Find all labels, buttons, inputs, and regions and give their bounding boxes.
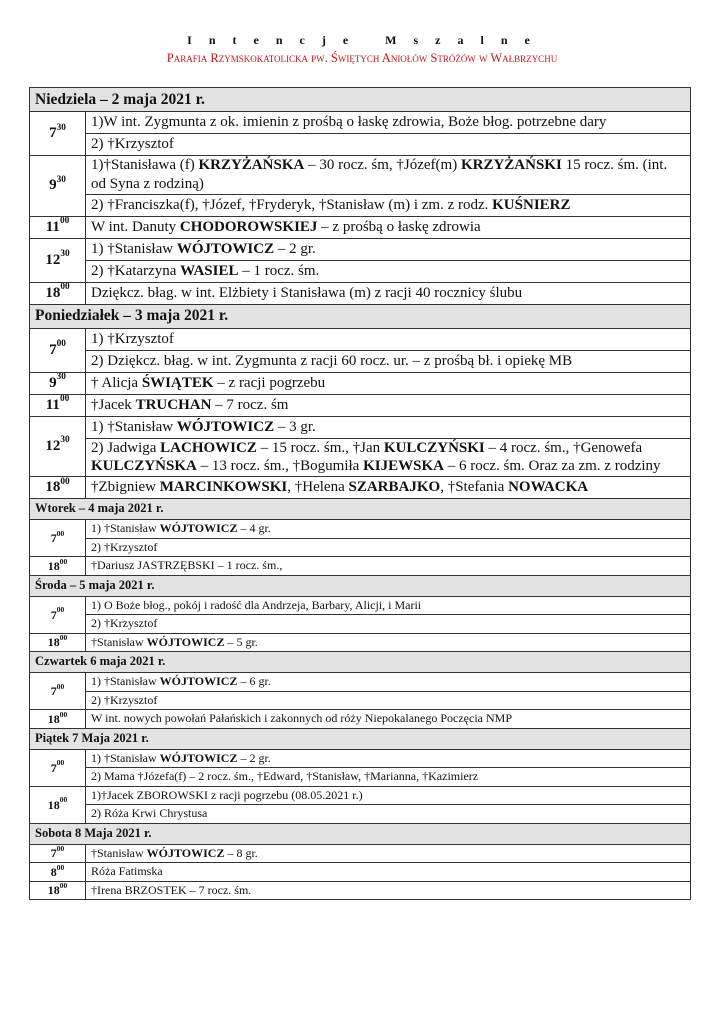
intention-segment: 2) †Krzysztof bbox=[91, 539, 158, 554]
intention-row bbox=[30, 768, 691, 787]
mass-time bbox=[30, 633, 86, 652]
intention-segment: 2) Róża Krwi Chrystusa bbox=[91, 806, 208, 821]
mass-minute: 00 bbox=[56, 528, 65, 538]
intention-row bbox=[30, 520, 691, 539]
mass-hour: 11 bbox=[45, 218, 60, 235]
intention-text bbox=[86, 328, 691, 350]
intention-segment: – 3 gr. bbox=[274, 418, 316, 435]
day-header-row bbox=[30, 728, 691, 749]
intention-segment: – 2 gr. bbox=[274, 240, 316, 257]
intention-segment: – 7 rocz. śm bbox=[211, 396, 289, 413]
intention-text bbox=[86, 768, 691, 787]
mass-time bbox=[30, 844, 86, 863]
mass-time bbox=[30, 282, 86, 304]
mass-minute: 30 bbox=[56, 122, 66, 133]
mass-hour: 12 bbox=[45, 437, 61, 454]
mass-time bbox=[30, 749, 86, 786]
mass-time bbox=[30, 156, 86, 217]
surname: WÓJTOWICZ bbox=[146, 634, 225, 649]
intention-text bbox=[86, 596, 691, 615]
mass-hour: 7 bbox=[49, 125, 57, 142]
mass-time bbox=[30, 786, 86, 823]
surname: WASIEL bbox=[180, 262, 239, 279]
mass-time bbox=[30, 477, 86, 499]
intention-segment: 2) †Katarzyna bbox=[91, 262, 181, 279]
mass-minute: 00 bbox=[56, 758, 65, 768]
mass-minute: 00 bbox=[56, 605, 65, 615]
intention-segment: 15 rocz. śm. (int. od Syna z rodziną) bbox=[91, 157, 668, 192]
mass-minute: 00 bbox=[59, 881, 68, 891]
intention-segment: 1) †Krzysztof bbox=[91, 330, 174, 347]
intention-row bbox=[30, 881, 691, 900]
intention-text bbox=[86, 538, 691, 557]
day-header: Czwartek 6 maja 2021 r. bbox=[30, 652, 691, 673]
intention-text bbox=[86, 216, 691, 238]
day-header: Poniedziałek – 3 maja 2021 r. bbox=[30, 304, 691, 328]
mass-minute: 00 bbox=[56, 844, 65, 854]
intention-row bbox=[30, 710, 691, 729]
intention-segment: 1) †Stanisław bbox=[91, 418, 177, 435]
mass-minute: 30 bbox=[56, 372, 66, 383]
intention-text bbox=[86, 194, 691, 216]
surname: SZARBAJKO bbox=[348, 479, 441, 496]
intention-row bbox=[30, 691, 691, 710]
day-header: Piątek 7 Maja 2021 r. bbox=[30, 728, 691, 749]
intention-segment: 1)†Jacek ZBOROWSKI z racji pogrzebu (08.05.2021 r.) bbox=[91, 787, 363, 802]
intention-segment: 2) †Krzysztof bbox=[91, 136, 174, 153]
intention-segment: W int. nowych powołań Pałańskich i zakonnych od róży Niepokalanego Poczęcia NMP bbox=[91, 711, 513, 726]
intention-text bbox=[86, 557, 691, 576]
intention-text bbox=[86, 282, 691, 304]
surname: WÓJTOWICZ bbox=[176, 418, 275, 435]
intention-segment: 1) †Stanisław bbox=[91, 750, 160, 765]
intention-text bbox=[86, 477, 691, 499]
surname: WÓJTOWICZ bbox=[159, 674, 238, 689]
intention-segment: †Irena BRZOSTEK – 7 rocz. śm. bbox=[91, 882, 252, 897]
intention-text bbox=[86, 710, 691, 729]
mass-hour: 18 bbox=[47, 883, 60, 898]
intention-segment: †Zbigniew bbox=[91, 479, 160, 496]
intention-segment: , †Helena bbox=[287, 479, 349, 496]
mass-minute: 00 bbox=[59, 709, 68, 719]
intention-segment: – 2 gr. bbox=[237, 750, 271, 765]
mass-hour: 18 bbox=[47, 797, 60, 812]
intention-text bbox=[86, 673, 691, 692]
intention-row bbox=[30, 786, 691, 805]
mass-hour: 18 bbox=[45, 284, 61, 301]
intention-row bbox=[30, 615, 691, 634]
intention-row bbox=[30, 238, 691, 260]
mass-minute: 00 bbox=[56, 339, 66, 350]
mass-time bbox=[30, 596, 86, 633]
intention-text bbox=[86, 633, 691, 652]
intention-text bbox=[86, 844, 691, 863]
intention-text bbox=[86, 350, 691, 372]
mass-time bbox=[30, 112, 86, 156]
intention-segment: – z racji pogrzebu bbox=[213, 374, 326, 391]
surname: WÓJTOWICZ bbox=[176, 240, 275, 257]
intention-row bbox=[30, 260, 691, 282]
intention-segment: 1) †Stanisław bbox=[91, 674, 160, 689]
intention-text bbox=[86, 881, 691, 900]
surname: KULCZYŃSKA bbox=[91, 458, 197, 475]
intention-segment: † Alicja bbox=[91, 374, 142, 391]
surname: KUŚNIERZ bbox=[492, 196, 571, 213]
day-header-row bbox=[30, 499, 691, 520]
intention-segment: – 13 rocz. śm., †Bogumiła bbox=[196, 458, 364, 475]
intention-segment: 1)†Stanisława (f) bbox=[91, 157, 199, 173]
mass-hour: 18 bbox=[45, 479, 61, 496]
mass-minute: 00 bbox=[56, 862, 65, 872]
intention-row bbox=[30, 673, 691, 692]
intention-text bbox=[86, 394, 691, 416]
mass-minute: 00 bbox=[59, 216, 70, 227]
mass-time bbox=[30, 557, 86, 576]
intention-segment: W int. Danuty bbox=[91, 218, 180, 235]
intention-segment: 1) O Boże błog., pokój i radość dla Andrzeja, Barbary, Alicji, i Marii bbox=[91, 597, 422, 612]
day-header-row bbox=[30, 88, 691, 112]
mass-hour: 7 bbox=[50, 760, 57, 775]
surname: KIJEWSKA bbox=[363, 458, 444, 475]
mass-hour: 7 bbox=[49, 341, 57, 358]
mass-time bbox=[30, 520, 86, 557]
mass-hour: 9 bbox=[49, 177, 57, 194]
mass-hour: 7 bbox=[50, 684, 57, 698]
intention-row bbox=[30, 394, 691, 416]
intention-segment: 2) Jadwiga bbox=[91, 439, 161, 456]
intention-segment: Róża Fatimska bbox=[91, 864, 163, 879]
mass-time bbox=[30, 710, 86, 729]
intention-segment: †Stanisław bbox=[91, 634, 147, 649]
mass-time bbox=[30, 238, 86, 282]
intention-segment: 1) †Stanisław bbox=[91, 521, 160, 536]
surname: ŚWIĄTEK bbox=[141, 374, 214, 391]
intention-row bbox=[30, 477, 691, 499]
mass-hour: 11 bbox=[45, 396, 60, 413]
mass-time bbox=[30, 328, 86, 372]
mass-time bbox=[30, 416, 86, 477]
surname: LACHOWICZ bbox=[160, 439, 257, 456]
intention-segment: 2) Mama †Józefa(f) – 2 rocz. śm., †Edward, †Stanisław, †Marianna, †Kazimierz bbox=[91, 769, 479, 784]
intention-segment: , †Stefania bbox=[440, 479, 509, 496]
intention-text bbox=[86, 372, 691, 394]
intention-row bbox=[30, 863, 691, 882]
mass-minute: 00 bbox=[59, 394, 70, 405]
day-header: Wtorek – 4 maja 2021 r. bbox=[30, 499, 691, 520]
intention-segment: 2) Dziękcz. błag. w int. Zygmunta z racji 60 rocz. ur. – z prośbą bł. i opiekę MB bbox=[91, 352, 573, 369]
intention-row bbox=[30, 156, 691, 195]
mass-hour: 18 bbox=[47, 711, 60, 726]
intention-text bbox=[86, 416, 691, 438]
intention-text bbox=[86, 863, 691, 882]
intention-segment: †Jacek bbox=[91, 396, 136, 413]
surname: KULCZYŃSKI bbox=[383, 439, 485, 456]
mass-minute: 00 bbox=[56, 681, 65, 691]
mass-hour: 18 bbox=[47, 558, 60, 573]
mass-time bbox=[30, 863, 86, 882]
intention-row bbox=[30, 538, 691, 557]
intention-segment: 2) †Krzysztof bbox=[91, 616, 158, 631]
intention-segment: – 8 gr. bbox=[224, 845, 258, 860]
mass-minute: 00 bbox=[59, 633, 68, 643]
mass-hour: 7 bbox=[50, 531, 57, 545]
surname: WÓJTOWICZ bbox=[159, 521, 238, 536]
intention-row bbox=[30, 416, 691, 438]
mass-hour: 8 bbox=[50, 864, 57, 879]
intention-text bbox=[86, 112, 691, 134]
intention-segment: 2) †Krzysztof bbox=[91, 692, 158, 707]
intention-row bbox=[30, 372, 691, 394]
mass-time bbox=[30, 394, 86, 416]
surname: WÓJTOWICZ bbox=[146, 845, 225, 860]
mass-minute: 30 bbox=[60, 435, 70, 446]
intention-text bbox=[86, 260, 691, 282]
mass-minute: 30 bbox=[60, 249, 70, 260]
intention-row bbox=[30, 350, 691, 372]
intention-text bbox=[86, 438, 691, 477]
intention-text bbox=[86, 805, 691, 824]
surname: MARCINKOWSKI bbox=[159, 479, 288, 496]
intention-segment: – 4 gr. bbox=[237, 521, 271, 536]
intention-segment: – 4 rocz. śm., †Genowefa bbox=[484, 439, 643, 456]
mass-minute: 00 bbox=[60, 282, 70, 293]
mass-time bbox=[30, 216, 86, 238]
intention-row bbox=[30, 194, 691, 216]
day-header: Środa – 5 maja 2021 r. bbox=[30, 575, 691, 596]
intention-segment: 1)W int. Zygmunta z ok. imienin z prośbą o łaskę zdrowia, Boże błog. potrzebne dary bbox=[91, 114, 607, 131]
intention-row bbox=[30, 844, 691, 863]
mass-intentions-table bbox=[29, 87, 691, 900]
intention-row bbox=[30, 328, 691, 350]
mass-minute: 30 bbox=[56, 174, 66, 185]
mass-hour: 9 bbox=[49, 374, 57, 391]
intention-row bbox=[30, 557, 691, 576]
intention-segment: †Dariusz JASTRZĘBSKI – 1 rocz. śm., bbox=[91, 558, 283, 573]
mass-time bbox=[30, 673, 86, 710]
intention-text bbox=[86, 520, 691, 539]
intention-text bbox=[86, 238, 691, 260]
mass-minute: 00 bbox=[59, 795, 68, 805]
intention-text bbox=[86, 749, 691, 768]
intention-text bbox=[86, 786, 691, 805]
intention-row bbox=[30, 633, 691, 652]
mass-hour: 7 bbox=[50, 607, 57, 622]
intention-segment: – 6 gr. bbox=[237, 674, 271, 689]
intention-row bbox=[30, 112, 691, 134]
intention-text bbox=[86, 691, 691, 710]
surname: TRUCHAN bbox=[135, 396, 212, 413]
surname: KRZYŻAŃSKI bbox=[460, 157, 562, 173]
intention-row bbox=[30, 216, 691, 238]
intention-segment: 2) †Franciszka(f), †Józef, †Fryderyk, †Stanisław (m) i zm. z rodz. bbox=[91, 196, 493, 213]
mass-hour: 18 bbox=[47, 635, 60, 650]
day-header-row bbox=[30, 304, 691, 328]
intention-row bbox=[30, 438, 691, 477]
surname: KRZYŻAŃSKA bbox=[198, 157, 305, 173]
mass-minute: 00 bbox=[59, 556, 68, 566]
day-header: Niedziela – 2 maja 2021 r. bbox=[30, 88, 691, 112]
mass-time bbox=[30, 881, 86, 900]
day-header-row bbox=[30, 652, 691, 673]
surname: WÓJTOWICZ bbox=[159, 750, 238, 765]
intention-text bbox=[86, 615, 691, 634]
intention-row bbox=[30, 134, 691, 156]
intention-segment: – 30 rocz. śm, †Józef(m) bbox=[304, 157, 461, 173]
mass-time bbox=[30, 372, 86, 394]
intention-segment: Dziękcz. błag. w int. Elżbiety i Stanisława (m) z racji 40 rocznicy ślubu bbox=[91, 284, 523, 301]
surname: CHODOROWSKIEJ bbox=[179, 218, 318, 235]
intention-segment: 1) †Stanisław bbox=[91, 240, 177, 257]
intention-segment: – 6 rocz. śm. Oraz za zm. z rodziny bbox=[443, 458, 661, 475]
intention-text bbox=[86, 156, 691, 195]
intention-row bbox=[30, 282, 691, 304]
intention-segment: – 5 gr. bbox=[224, 634, 258, 649]
intention-row bbox=[30, 805, 691, 824]
day-header: Sobota 8 Maja 2021 r. bbox=[30, 823, 691, 844]
intention-segment: – 15 rocz. śm., †Jan bbox=[256, 439, 384, 456]
intention-row bbox=[30, 749, 691, 768]
parish-subtitle: Parafia Rzymskokatolicka pw. Świętych Aniołów Stróżów w Wałbrzychu bbox=[166, 51, 558, 65]
mass-minute: 00 bbox=[60, 476, 70, 487]
intention-segment: †Stanisław bbox=[91, 845, 147, 860]
intention-text bbox=[86, 134, 691, 156]
surname: NOWACKA bbox=[508, 479, 589, 496]
day-header-row bbox=[30, 575, 691, 596]
page-title: I n t e n c j e M s z a l n e bbox=[187, 33, 537, 47]
intention-segment: – 1 rocz. śm. bbox=[238, 262, 320, 279]
intention-row bbox=[30, 596, 691, 615]
mass-hour: 7 bbox=[50, 846, 57, 861]
intention-segment: – z prośbą o łaskę zdrowia bbox=[317, 218, 481, 235]
mass-hour: 12 bbox=[45, 251, 61, 268]
day-header-row bbox=[30, 823, 691, 844]
